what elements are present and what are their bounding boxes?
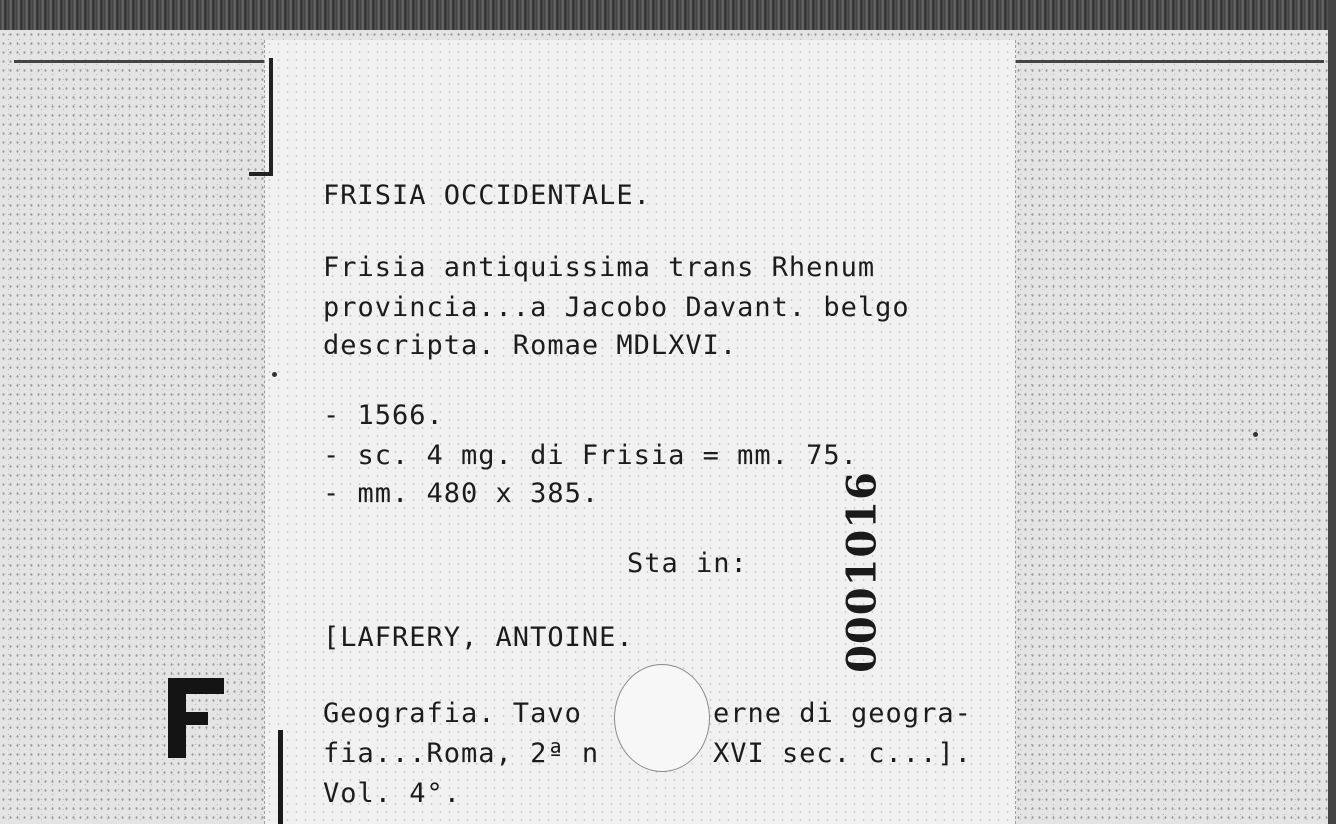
detail-line: - mm. 480 x 385. [323,478,600,509]
card-edge-mark [278,730,283,824]
detail-line: - 1566. [323,400,444,431]
sta-in-label: Sta in: [627,548,748,579]
source-line: fia...Roma, 2ª n [323,738,600,769]
title-line: descripta. Romae MDLXVI. [323,330,738,361]
card-heading: FRISIA OCCIDENTALE. [323,180,651,211]
punch-hole [614,664,710,772]
author-line: [LAFRERY, ANTOINE. [323,622,634,653]
source-line: XVI sec. c...]. [713,738,972,769]
source-line: Geografia. Tavo [323,698,582,729]
title-line: Frisia antiquissima trans Rhenum [323,252,876,283]
scan-edge-top [0,0,1336,30]
source-line: Vol. 4°. [323,778,462,809]
detail-line: - sc. 4 mg. di Frisia = mm. 75. [323,440,858,471]
speck [272,372,277,377]
source-line: erne di geogra- [713,698,972,729]
speck [1253,432,1258,437]
scan-edge-right [1328,0,1336,824]
f-letter-mark [168,678,224,758]
card-number-stamp: 0001016 [838,471,886,673]
card-bracket-mark [249,58,273,176]
title-line: provincia...a Jacobo Davant. belgo [323,292,910,323]
